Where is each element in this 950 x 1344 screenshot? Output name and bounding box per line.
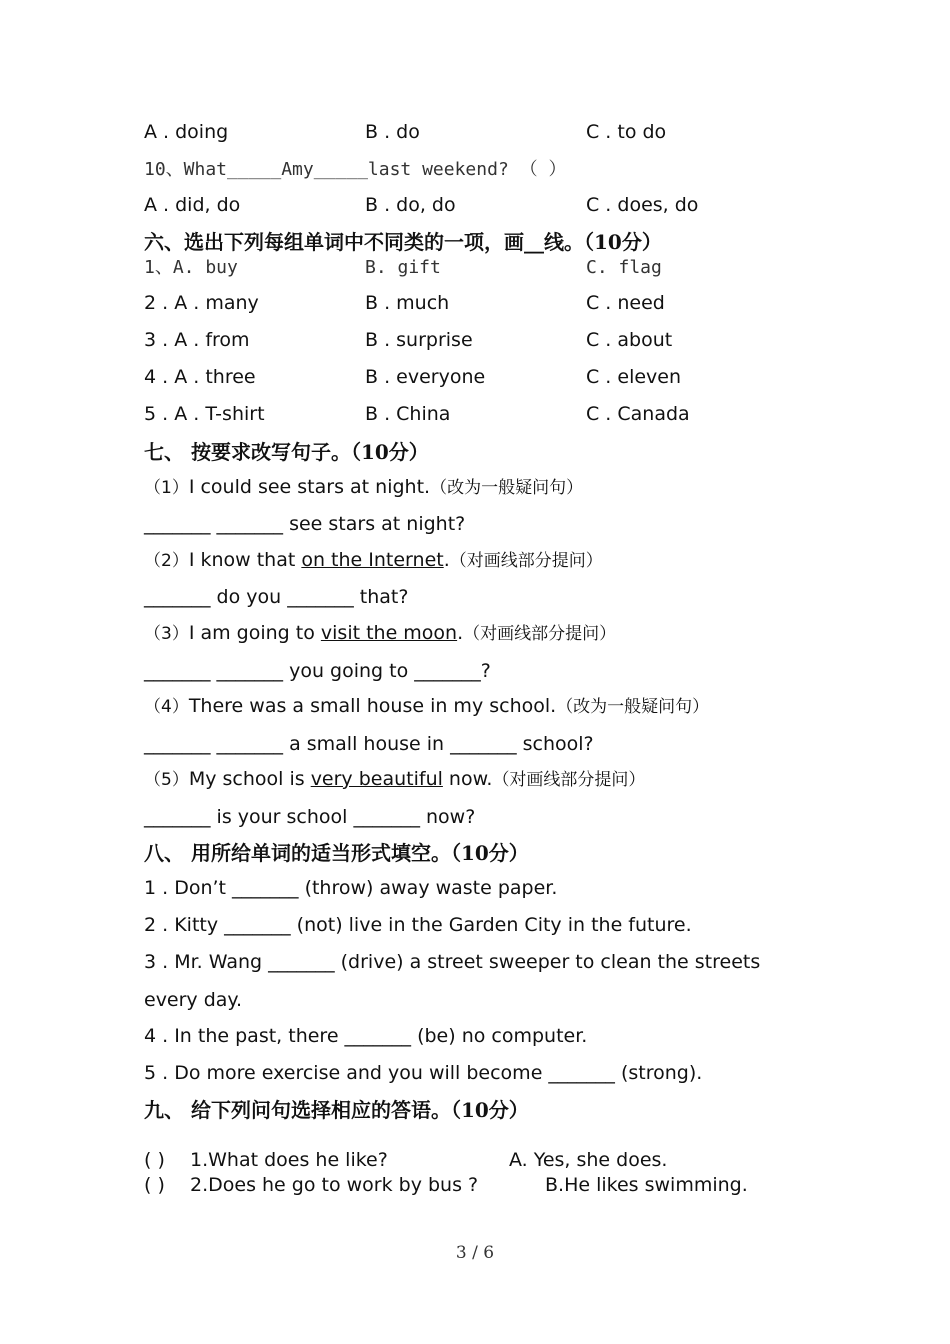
section7-answer: _______ _______ a small house in _______ school? [144, 733, 594, 755]
q10-option-c: C . does, do [586, 194, 699, 216]
section8-line: 2 . Kitty _______ (not) live in the Garden City in the future. [144, 914, 692, 936]
q9-option-b: B . do [365, 121, 420, 143]
q10-option-b: B . do, do [365, 194, 456, 216]
section8-line: 3 . Mr. Wang _______ (drive) a street sweeper to clean the streets [144, 951, 761, 973]
section8-line: 4 . In the past, there _______ (be) no computer. [144, 1025, 588, 1047]
section7-item: （1）I could see stars at night.（改为一般疑问句） [144, 476, 584, 498]
answer-bracket: ( ) [144, 1174, 165, 1196]
q10-question: 10、What_____Amy_____last weekend? （ ） [144, 159, 567, 180]
q9-option-a: A . doing [144, 121, 229, 143]
section7-item: （5）My school is very beautiful now.（对画线部分提问） [144, 768, 646, 790]
section7-title: 七、 按要求改写句子。（10分） [144, 440, 429, 464]
section8-line: 1 . Don’t _______ (throw) away waste paper. [144, 877, 558, 899]
answer-bracket: ( ) [144, 1149, 165, 1171]
section8-line: every day. [144, 989, 242, 1011]
section9-question: 1.What does he like? [190, 1149, 388, 1171]
section7-answer: _______ is your school _______ now? [144, 806, 476, 828]
page-number: 3 / 6 [455, 1243, 495, 1263]
section9-question: 2.Does he go to work by bus ? [190, 1174, 479, 1196]
section7-item: （4）There was a small house in my school.（改为一般疑问句） [144, 695, 710, 717]
section7-item: （3）I am going to visit the moon.（对画线部分提问） [144, 622, 617, 644]
section7-item: （2）I know that on the Internet.（对画线部分提问） [144, 549, 603, 571]
section7-answer: _______ _______ you going to _______? [144, 660, 491, 682]
q10-option-a: A . did, do [144, 194, 241, 216]
section8-title: 八、 用所给单词的适当形式填空。（10分） [144, 841, 529, 865]
section9-title: 九、 给下列问句选择相应的答语。（10分） [144, 1098, 529, 1122]
section9-answer: A. Yes, she does. [509, 1149, 668, 1171]
section8-line: 5 . Do more exercise and you will become _______ (strong). [144, 1062, 703, 1084]
section7-answer: _______ _______ see stars at night? [144, 513, 466, 535]
section7-answer: _______ do you _______ that? [144, 586, 409, 608]
section6-title: 六、选出下列每组单词中不同类的一项，画__线。（10分） [144, 230, 662, 254]
section9-answer: B.He likes swimming. [545, 1174, 748, 1196]
q9-option-c: C . to do [586, 121, 667, 143]
